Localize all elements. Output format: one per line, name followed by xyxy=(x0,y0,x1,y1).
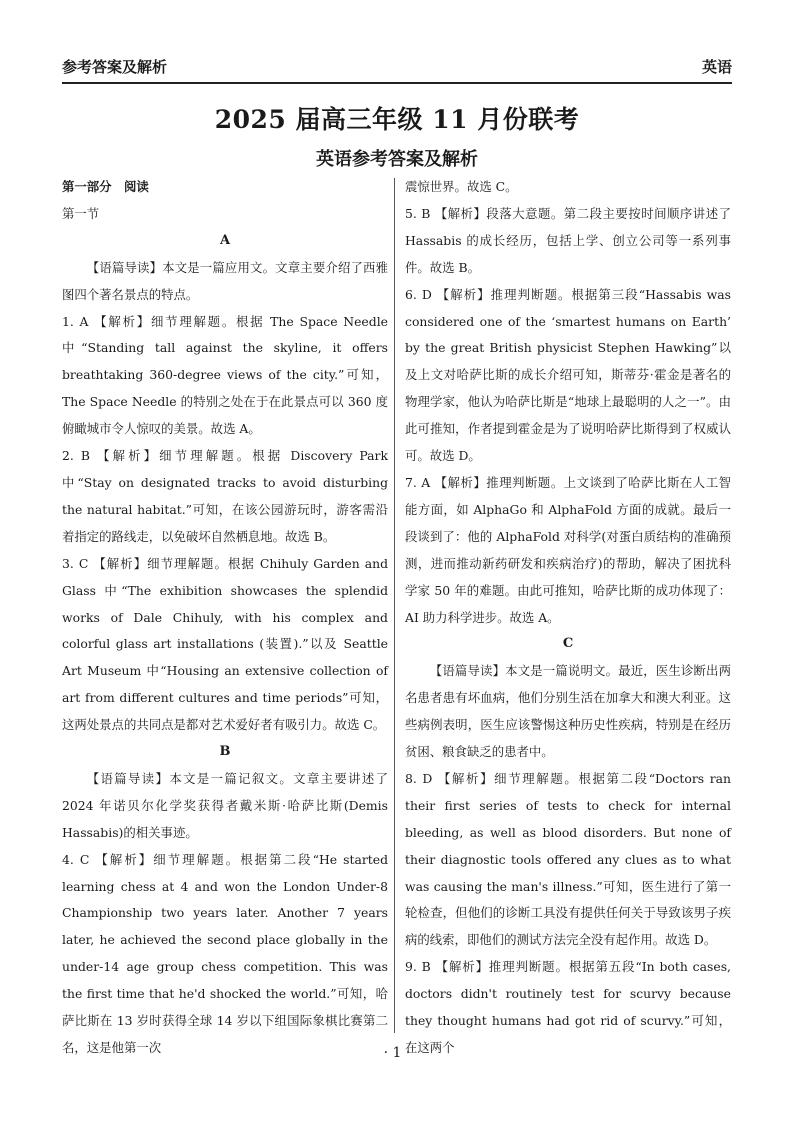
section-heading: B xyxy=(219,744,231,760)
section-heading: C xyxy=(562,636,574,652)
paragraph: 7. A 【解析】推理判断题。上文谈到了哈萨比斯在人工智能方面，如 AlphaGo 和 AlphaFold 方面的成就。最后一段谈到了：他的 AlphaFold 对科学(对蛋白质结构的准确预测，进而推动新药研发和疾病治疗)的帮助，解决了困扰科学家 50 年的难题。由此可推知，哈萨比斯的成功体现了：AI 助力科学进步。故选 A。 xyxy=(405,474,731,625)
column-divider xyxy=(394,178,395,1033)
paragraph: 【语篇导读】本文是一篇说明文。最近，医生诊断出两名患者患有坏血病，他们分别生活在加拿大和澳大利亚。这些病例表明，医生应该警惕这种历史性疾病，特别是在经历贫困、粮食缺乏的患者中。 xyxy=(405,663,731,760)
left-column xyxy=(62,174,388,1062)
paragraph: 【语篇导读】本文是一篇应用文。文章主要介绍了西雅图四个著名景点的特点。 xyxy=(62,259,388,302)
paragraph: 5. B 【解析】段落大意题。第二段主要按时间顺序讲述了 Hassabis 的成长经历，包括上学、创立公司等一系列事件。故选 B。 xyxy=(405,205,731,275)
document-title: 2025 届高三年级 11 月份联考 xyxy=(214,105,580,134)
page-number: · 1 · xyxy=(383,1045,411,1061)
paragraph: 4. C 【解析】细节理解题。根据第二段“He started learning chess at 4 and won the London Under-8 Championship two years later. Another 7 years later, he achieved the second place globally in the under-14 age group chess competition. This was the first time that he'd shocked the world.”可知，哈萨比斯在 13 岁时获得全球 14 岁以下组国际象棋比赛第二名，这是他第一次 xyxy=(62,851,388,1055)
paragraph: 第一部分 阅读 xyxy=(62,179,149,194)
paragraph: 第一节 xyxy=(62,205,100,221)
document-subtitle: 英语参考答案及解析 xyxy=(316,149,478,170)
paragraph: 【语篇导读】本文是一篇记叙文。文章主要讲述了 2024 年诺贝尔化学奖获得者戴米斯·哈萨比斯(Demis Hassabis)的相关事迹。 xyxy=(62,770,388,840)
paragraph: 9. B 【解析】推理判断题。根据第五段“In both cases, doctors didn't routinely test for scurvy because they thought humans had got rid of scurvy.”可知，在这两个 xyxy=(405,959,731,1055)
page-header xyxy=(62,52,732,84)
paragraph: 6. D 【解析】推理判断题。根据第三段“Hassabis was considered one of the ‘smartest humans on Earth’ by the great British physicist Stephen Hawking”以及上文对哈萨比斯的成长介绍可知，斯蒂芬·霍金是著名的物理学家，他认为哈萨比斯是“地球上最聪明的人之一”。由此可推知，作者提到霍金是为了说明哈萨比斯得到了权威认可。故选 D。 xyxy=(405,286,731,464)
paragraph: 2. B 【解析】细节理解题。根据 Discovery Park 中“Stay on designated tracks to avoid disturbing the natural habitat.”可知，在该公园游玩时，游客需沿着指定的路线走，以免破坏自然栖息地。故选 B。 xyxy=(62,448,388,544)
paragraph: 8. D 【解析】细节理解题。根据第二段“Doctors ran their first series of tests to check for internal bleeding, as well as blood disorders. But none of their diagnostic tools offered any clues as to what was causing the man's illness.”可知，医生进行了第一轮检查，但他们的诊断工具没有提供任何关于导致该男子疾病的线索，即他们的测试方法完全没有起作用。故选 D。 xyxy=(405,770,731,948)
paragraph: 1. A 【解析】细节理解题。根据 The Space Needle 中“Standing tall against the skyline, it offers breathtaking 360-degree views of the city.”可知，The Space Needle 的特别之处在于在此景点可以 360 度俯瞰城市令人惊叹的美景。故选 A。 xyxy=(62,313,388,437)
paragraph: 震惊世界。故选 C。 xyxy=(405,179,518,194)
paragraph: 3. C 【解析】细节理解题。根据 Chihuly Garden and Glass 中“The exhibition showcases the splendid works of Dale Chihuly, with his complex and colorful glass art installations (装置).”以及 Seattle Art Museum 中“Housing an extensive collection of art from different cultures and time periods”可知，这两处景点的共同点是都对艺术爱好者有吸引力。故选 C。 xyxy=(62,555,388,733)
header-subject: 英语 xyxy=(701,58,732,76)
section-heading: A xyxy=(219,232,231,248)
header-left-text: 参考答案及解析 xyxy=(62,58,168,76)
right-column xyxy=(405,174,731,1062)
